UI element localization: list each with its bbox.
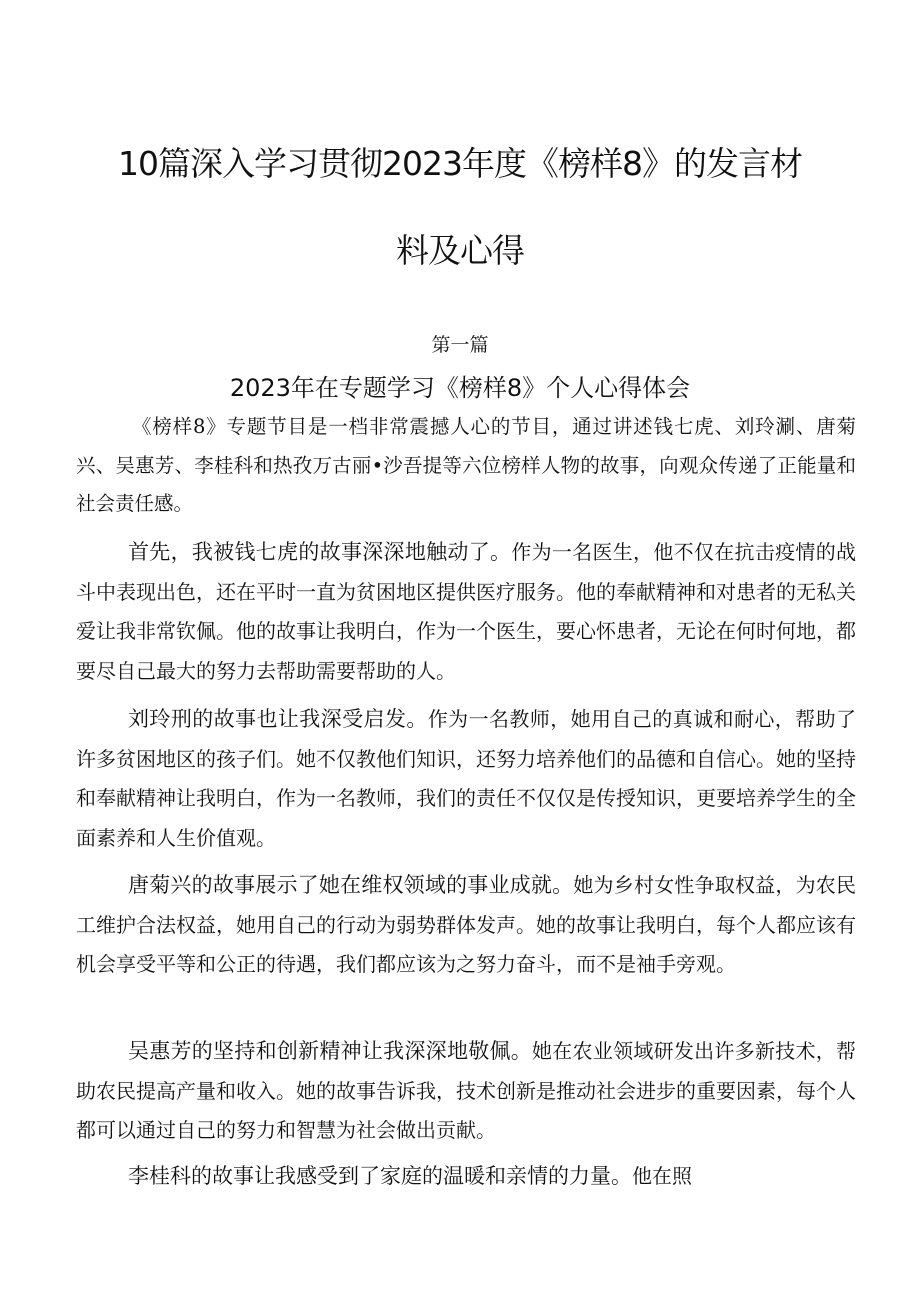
paragraph-4-body: 她在农业领域研发出许多新技术，帮助农民提高产量和收入。她的故事告诉我，技术创新是推动社会进步的重要因素，每个人都可以通过自己的努力和智慧为社会做出贡献。	[76, 1039, 857, 1142]
paragraph-5-lead: 李桂科的故事让我感受到了家庭的温暖和亲情的力量。	[128, 1164, 632, 1188]
paragraph-3-lead: 唐菊兴的故事展示了她在维权领域的事业成就。	[128, 873, 574, 897]
paragraph-3	[76, 866, 856, 985]
paragraph-4-lead: 吴惠芳的坚持和创新精神让我深深地敬佩。	[128, 1039, 533, 1063]
document-title-line-2: 料及心得	[396, 231, 524, 270]
paragraph-2-body: 作为一名教师，她用自己的真诚和耐心，帮助了许多贫困地区的孩子们。她不仅教他们知识，还努力培养他们的品德和自信心。她的坚持和奉献精神让我明白，作为一名教师，我们的责任不仅仅是传授知识，更要培养学生的全面素养和人生价值观。	[76, 707, 857, 850]
paragraph-1-lead: 首先，我被钱七虎的故事深深地触动了。	[128, 540, 512, 564]
paragraph-3-body: 她为乡村女性争取权益，为农民工维护合法权益，她用自己的行动为弱势群体发声。她的故事让我明白，每个人都应该有机会享受平等和公正的待遇，我们都应该为之努力奋斗，而不是袖手旁观。	[76, 873, 857, 976]
paragraph-2	[76, 700, 856, 858]
paragraph-5-body: 他在照	[632, 1164, 692, 1188]
paragraph-4	[76, 1032, 856, 1151]
paragraph-5	[76, 1157, 856, 1197]
section-label: 第一篇	[431, 334, 489, 356]
paragraph-1	[76, 533, 856, 691]
section-title: 2023年在专题学习《榜样8》个人心得体会	[229, 374, 691, 402]
document-title-line-1: 10篇深入学习贯彻2023年度《榜样8》的发言材	[118, 144, 802, 183]
intro-paragraph: 《榜样8》专题节目是一档非常震撼人心的节目，通过讲述钱七虎、刘玲涮、唐菊兴、吴惠芳、李桂科和热孜万古丽•沙吾提等六位榜样人物的故事，向观众传递了正能量和社会责任感。	[76, 415, 856, 515]
paragraph-2-lead: 刘玲刑的故事也让我深受启发。	[128, 707, 428, 731]
paragraph-1-body: 作为一名医生，他不仅在抗击疫情的战斗中表现出色，还在平时一直为贫困地区提供医疗服务。他的奉献精神和对患者的无私关爱让我非常钦佩。他的故事让我明白，作为一个医生，要心怀患者，无论在何时何地，都要尽自己最大的努力去帮助需要帮助的人。	[76, 540, 857, 683]
